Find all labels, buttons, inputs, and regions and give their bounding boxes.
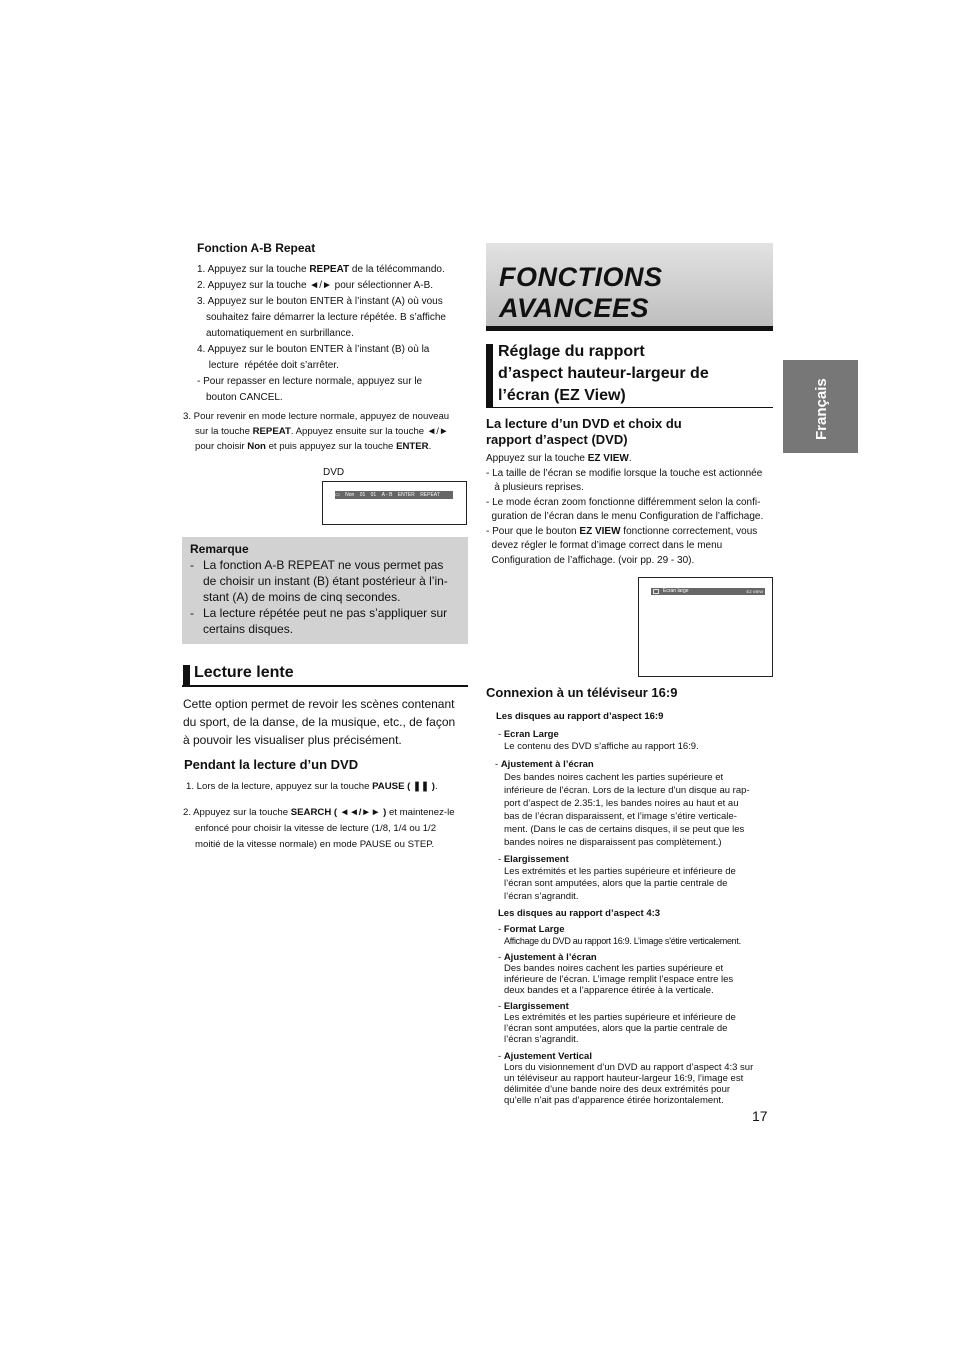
slow-step-2-line2: enfoncé pour choisir la vitesse de lecture (1/8, 1/4 ou 1/2 [195,823,437,834]
ab-step-4-line2: lecture répétée doit s’arrêter. [206,360,339,371]
osd-off: Non [345,492,355,498]
ab-step-1: 1. Appuyez sur la touche REPEAT de la télécommando. [197,264,445,275]
lecture-paragraph: Cette option permet de revoir les scènes contenant du sport, de la danse, de la musique, etc., de façon à pouvoir les visualiser plus précisément. [183,697,456,747]
ez-view-osd-screen [638,577,773,677]
ab-repeat-title: Fonction A-B Repeat [197,241,316,255]
slow-step-1: 1. Lors de la lecture, appuyez sur la touche PAUSE ( ❚❚ ). [186,781,438,792]
ez-view-tag: EZ VIEW [746,589,763,594]
osd-title: 01 [359,492,366,498]
lecture-dvd-title: La lecture d’un DVD et choix du rapport d’aspect (DVD) [486,416,682,447]
ez-view-osd-bar [651,588,765,595]
elargissement-2-block: - Elargissement Les extrémités et les parties supérieure et inférieure de l’écran sont amputées, alors que la partie centrale de l’écran s’agrandit. [498,1001,736,1045]
slow-step-2-line3: moitié de la vitesse normale) en mode PAUSE ou STEP. [195,839,435,850]
ajustement-vertical-block: - Ajustement Vertical Lors du visionnement d’un DVD au rapport d’aspect 4:3 sur un téléviseur au rapport hauteur-largeur 16:9, l’image est délimitée d’une bande noire des deux extrémités pour qu’elle n’ait pas d’apparence étirée horizontalement. [498,1051,754,1106]
ab-step-3-line3: automatiquement en surbrillance. [206,328,354,339]
language-tab-label: Français [813,378,830,440]
repeat-osd-screen [322,481,467,525]
ab-step-cancel: - Pour repasser en lecture normale, appuyez sur le [197,376,423,387]
screen-icon [653,589,659,594]
reglage-rule [486,407,773,408]
ez-view-mode: Ecran large [663,588,689,594]
disques-43-title: Les disques au rapport d’aspect 4:3 [498,908,661,919]
banner-rule [486,326,773,331]
ab-step-3-line2: souhaitez faire démarrer la lecture répétée. B s’affiche [206,312,446,323]
step3-line1: 3. Pour revenir en mode lecture normale, appuyez de nouveau [183,411,450,422]
page-number: 17 [752,1108,768,1124]
slow-step-2: 2. Appuyez sur la touche SEARCH ( ◄◄/►► ) et maintenez-le [183,807,455,818]
osd-repeat: REPEAT [420,492,440,498]
remark-item-1: - La fonction A-B REPEAT ne vous permet pas de choisir un instant (B) étant postérieur à l’in- stant (A) de moins de cinq secondes. [190,558,448,604]
step3-line2: sur la touche REPEAT. Appuyez ensuite sur la touche ◄/► [195,426,449,437]
ecran-large-block: - Ecran Large Le contenu des DVD s’affiche au rapport 16:9. [498,729,699,752]
lecture-lente-title: Lecture lente [194,664,294,681]
ab-step-2: 2. Appuyez sur la touche ◄/► pour sélectionner A-B. [197,280,434,291]
format-large-block: - Format Large Affichage du DVD au rapport 16:9. L’image s’étire verticalement. [498,924,741,946]
ab-step-cancel-line2: bouton CANCEL. [206,392,283,403]
disc-icon: ▭ [335,492,340,498]
language-tab [783,360,858,453]
elargissement-1-block: - Elargissement Les extrémités et les parties supérieure et inférieure de l’écran sont amputées, alors que la partie centrale de l’écran s’agrandit. [498,854,736,902]
dvd-label: DVD [323,467,345,478]
remark-box [182,537,468,644]
disques-169-title: Les disques au rapport d’aspect 16:9 [496,711,664,722]
osd-enter: ENTER [397,492,415,498]
osd-chapter: 01 [370,492,377,498]
lecture-marker [183,665,190,687]
regl-marker [486,344,493,408]
pendant-title: Pendant la lecture d’un DVD [184,757,359,772]
ajustement-1-block: - Ajustement à l’écran Des bandes noires cachent les parties supérieure et inférieure de l’écran. Lors de la lecture d’un disque au rap- port d’aspect de 2.35:1, les bandes noires au haut et au bas de l’écran disparaissent, et l’image s’étire verticale- ment. (Dans le cas de certains disques, il se peut que les bandes noires ne disparaissent pas complètement.) [495,759,750,848]
reglage-title: Réglage du rapport d’aspect hauteur-largeur de l’écran (EZ View) [498,343,709,404]
step3-line3: pour choisir Non et puis appuyez sur la touche ENTER. [195,441,432,452]
lecture-rule [182,685,468,687]
chapter-title: FONCTIONS AVANCEES [499,262,663,323]
ajustement-2-block: - Ajustement à l’écran Des bandes noires cachent les parties supérieure et inférieure de l’écran. L’image remplit l’espace entre les deux bandes et a l’apparence étirée à la verticale. [498,952,734,996]
ez-view-instructions: Appuyez sur la touche EZ VIEW. - La taille de l’écran se modifie lorsque la touche est actionnée à plusieurs reprises. - Le mode écran zoom fonctionne différemment selon la confi- guration de l’écran dans le menu Configuration de l’affichage. - Pour que le bouton EZ VIEW fonctionne correctement, vous devez régler le format d’image correct dans le menu Configuration de l’affichage. (voir pp. 29 - 30). [486,453,764,566]
connexion-title: Connexion à un téléviseur 16:9 [486,685,678,700]
osd-ab: A - B [381,492,393,498]
repeat-osd-bar [335,491,453,499]
remark-item-2: - La lecture répétée peut ne pas s’appliquer sur certains disques. [190,606,448,636]
ab-step-4: 4. Appuyez sur le bouton ENTER à l’instant (B) où la [197,344,430,355]
ab-step-3: 3. Appuyez sur le bouton ENTER à l’instant (A) où vous [197,296,443,307]
remark-title: Remarque [190,542,249,556]
